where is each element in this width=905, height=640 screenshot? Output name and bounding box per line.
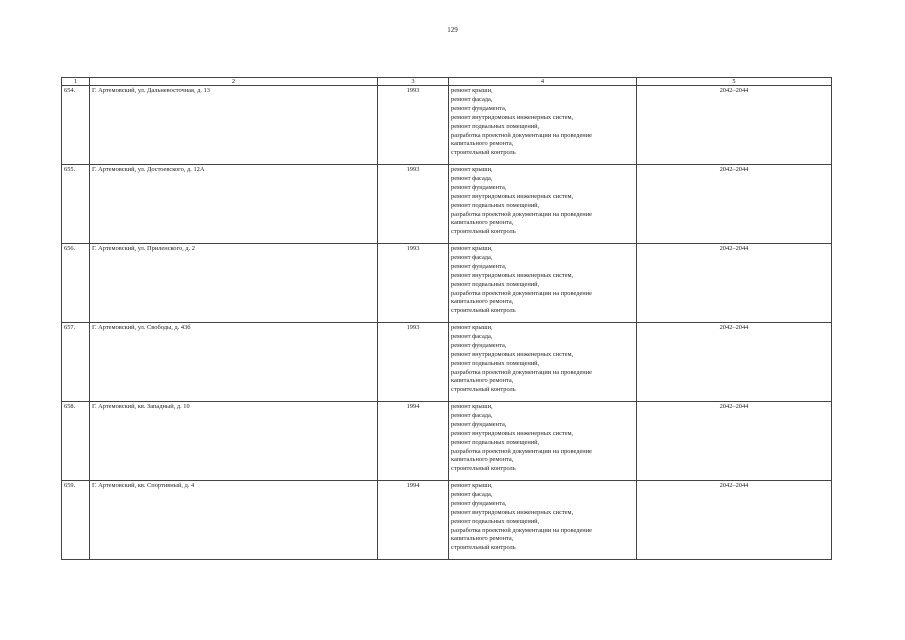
work-item: ремонт подвальных помещений,	[451, 517, 540, 525]
work-item: ремонт фасада,	[451, 490, 493, 498]
repair-schedule-table	[61, 77, 832, 560]
table-row	[62, 481, 832, 560]
work-item: ремонт крыши,	[451, 87, 493, 94]
work-item: ремонт подвальных помещений,	[451, 359, 540, 367]
row-number-cell: 657.	[62, 323, 90, 402]
column-header-4: 4	[449, 78, 637, 86]
address-cell: Г. Артемовский, ул. Приленского, д. 2	[90, 244, 378, 323]
work-item: строительный контроль	[451, 149, 516, 157]
address-cell: Г. Артемовский, кв. Спортивный, д. 4	[90, 481, 378, 560]
work-item: строительный контроль	[451, 465, 516, 473]
work-item: ремонт внутридомовых инженерных систем,	[451, 192, 574, 200]
work-item: ремонт внутридомовых инженерных систем,	[451, 350, 574, 358]
work-item: ремонт крыши,	[451, 245, 493, 252]
work-item: ремонт фундамента,	[451, 420, 507, 428]
work-item: ремонт подвальных помещений,	[451, 438, 540, 446]
work-item: ремонт фундамента,	[451, 499, 507, 507]
year-cell: 1994	[378, 402, 449, 481]
period-cell: 2042–2044	[637, 481, 832, 560]
work-item: ремонт фасада,	[451, 253, 493, 261]
work-item: капитального ремонта,	[451, 456, 514, 464]
row-number-cell: 654.	[62, 86, 90, 165]
row-number-cell: 655.	[62, 165, 90, 244]
work-item: капитального ремонта,	[451, 219, 514, 227]
column-header-2: 2	[90, 78, 378, 86]
row-number-cell: 658.	[62, 402, 90, 481]
work-item: ремонт фасада,	[451, 332, 493, 340]
year-cell: 1994	[378, 481, 449, 560]
work-item: ремонт внутридомовых инженерных систем,	[451, 429, 574, 437]
work-item: ремонт фундамента,	[451, 104, 507, 112]
work-item: ремонт подвальных помещений,	[451, 122, 540, 130]
work-item: ремонт фундамента,	[451, 183, 507, 191]
work-item: ремонт подвальных помещений,	[451, 280, 540, 288]
work-item: ремонт фундамента,	[451, 341, 507, 349]
year-cell: 1993	[378, 165, 449, 244]
works-cell	[449, 323, 637, 402]
column-header-5: 5	[637, 78, 832, 86]
work-item: разработка проектной документации на проведение	[451, 289, 592, 297]
work-item: строительный контроль	[451, 544, 516, 552]
header-row	[62, 78, 832, 86]
works-cell	[449, 165, 637, 244]
period-cell: 2042–2044	[637, 86, 832, 165]
work-item: ремонт крыши,	[451, 166, 493, 173]
work-item: ремонт фасада,	[451, 174, 493, 182]
table-row	[62, 402, 832, 481]
work-item: капитального ремонта,	[451, 377, 514, 385]
work-item: капитального ремонта,	[451, 535, 514, 543]
work-item: разработка проектной документации на проведение	[451, 526, 592, 534]
work-item: ремонт фасада,	[451, 411, 493, 419]
work-item: разработка проектной документации на проведение	[451, 210, 592, 218]
period-cell: 2042–2044	[637, 165, 832, 244]
work-item: ремонт внутридомовых инженерных систем,	[451, 508, 574, 516]
work-item: строительный контроль	[451, 386, 516, 394]
table-row	[62, 323, 832, 402]
row-number-cell: 656.	[62, 244, 90, 323]
work-item: разработка проектной документации на проведение	[451, 368, 592, 376]
column-header-3: 3	[378, 78, 449, 86]
work-item: капитального ремонта,	[451, 298, 514, 306]
works-cell	[449, 402, 637, 481]
work-item: ремонт внутридомовых инженерных систем,	[451, 271, 574, 279]
address-cell: Г. Артемовский, ул. Достоевского, д. 12А	[90, 165, 378, 244]
address-cell: Г. Артемовский, ул. Дальневосточная, д. 13	[90, 86, 378, 165]
column-header-1: 1	[62, 78, 90, 86]
work-item: строительный контроль	[451, 307, 516, 315]
work-item: строительный контроль	[451, 228, 516, 236]
work-item: капитального ремонта,	[451, 140, 514, 148]
work-item: разработка проектной документации на проведение	[451, 131, 592, 139]
address-cell: Г. Артемовский, ул. Свободы, д. 43б	[90, 323, 378, 402]
works-cell	[449, 244, 637, 323]
year-cell: 1993	[378, 244, 449, 323]
address-cell: Г. Артемовский, кв. Западный, д. 10	[90, 402, 378, 481]
year-cell: 1993	[378, 323, 449, 402]
period-cell: 2042–2044	[637, 323, 832, 402]
work-item: ремонт фасада,	[451, 95, 493, 103]
table-row	[62, 86, 832, 165]
table-row	[62, 165, 832, 244]
works-cell	[449, 86, 637, 165]
work-item: ремонт крыши,	[451, 403, 493, 410]
year-cell: 1993	[378, 86, 449, 165]
works-cell	[449, 481, 637, 560]
table-row	[62, 244, 832, 323]
period-cell: 2042–2044	[637, 402, 832, 481]
work-item: ремонт крыши,	[451, 324, 493, 331]
page-number: 129	[447, 26, 458, 34]
work-item: ремонт фундамента,	[451, 262, 507, 270]
work-item: ремонт внутридомовых инженерных систем,	[451, 113, 574, 121]
work-item: разработка проектной документации на проведение	[451, 447, 592, 455]
work-item: ремонт подвальных помещений,	[451, 201, 540, 209]
work-item: ремонт крыши,	[451, 482, 493, 489]
row-number-cell: 659.	[62, 481, 90, 560]
period-cell: 2042–2044	[637, 244, 832, 323]
table-body	[62, 78, 832, 560]
